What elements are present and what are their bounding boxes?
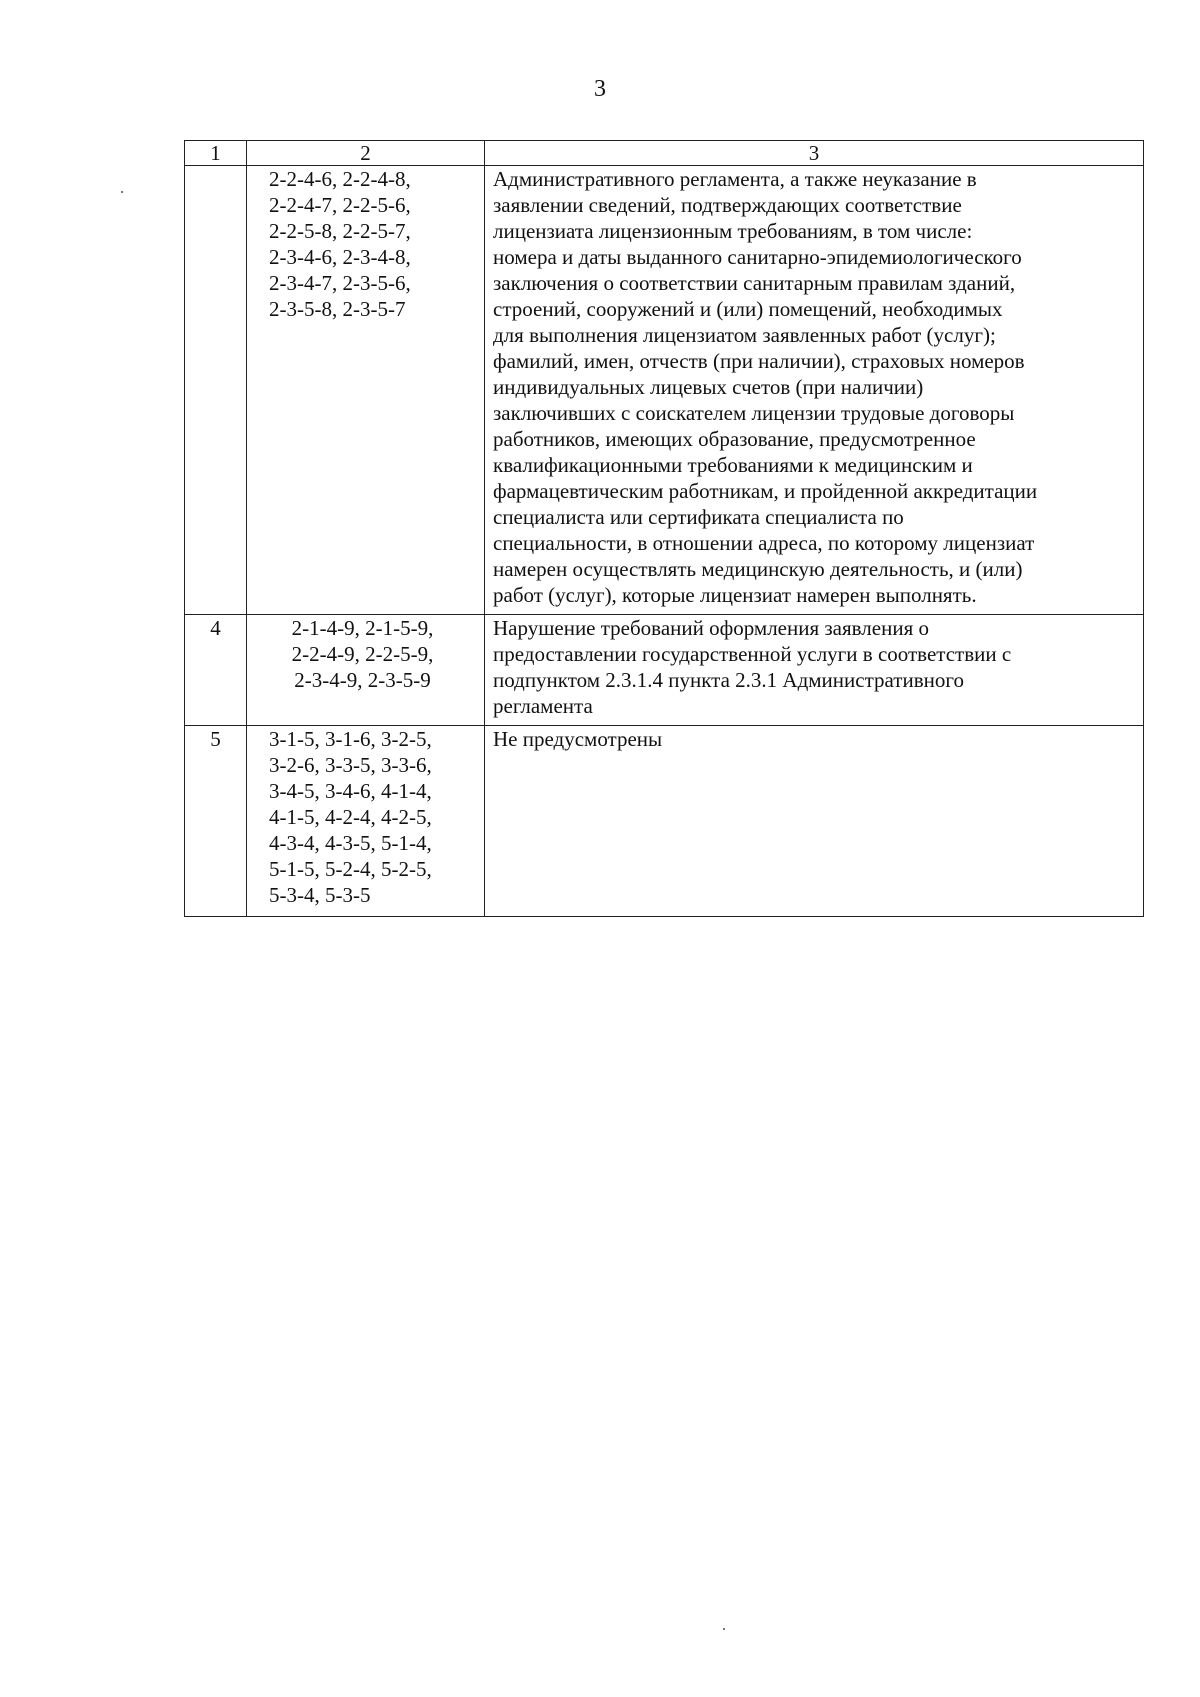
description-line: регламента (493, 694, 593, 718)
scan-speck (121, 191, 123, 193)
code-line: 2-2-5-8, 2-2-5-7, (269, 219, 411, 243)
description-line: фармацевтическим работникам, и пройденной аккредитации (493, 479, 1038, 503)
code-line: 2-2-4-6, 2-2-4-8, (269, 167, 411, 191)
column-header: 2 (247, 141, 485, 166)
description-line: намерен осуществлять медицинскую деятельность, и (или) (493, 557, 1023, 581)
code-list (247, 615, 485, 726)
table-header-row (185, 141, 1144, 166)
description-line: для выполнения лицензиатом заявленных работ (услуг); (493, 323, 996, 347)
description-line: заключивших с соискателем лицензии трудовые договоры (493, 401, 1015, 425)
code-line: 4-3-4, 4-3-5, 5-1-4, (269, 831, 432, 855)
code-line: 5-1-5, 5-2-4, 5-2-5, (269, 857, 432, 881)
code-line: 4-1-5, 4-2-4, 4-2-5, (269, 805, 432, 829)
column-header: 3 (485, 141, 1144, 166)
description-line: Административного регламента, а также неуказание в (493, 167, 977, 191)
code-line: 2-3-4-6, 2-3-4-8, (269, 245, 411, 269)
description-line: Не предусмотрены (493, 727, 663, 751)
description-line: заявлении сведений, подтверждающих соответствие (493, 193, 962, 217)
table-row (185, 166, 1144, 615)
description-line: индивидуальных лицевых счетов (при наличии) (493, 375, 924, 399)
description-line: специалиста или сертификата специалиста по (493, 505, 904, 529)
table-row (185, 615, 1144, 726)
code-line: 3-1-5, 3-1-6, 3-2-5, (269, 727, 432, 751)
description-line: заключения о соответствии санитарным правилам зданий, (493, 271, 1016, 295)
table-row (185, 726, 1144, 917)
description-line: работников, имеющих образование, предусмотренное (493, 427, 976, 451)
code-line: 3-4-5, 3-4-6, 4-1-4, (269, 779, 432, 803)
code-line: 2-2-4-7, 2-2-5-6, (269, 193, 411, 217)
code-line: 2-1-4-9, 2-1-5-9, (291, 616, 434, 640)
description-line: предоставлении государственной услуги в соответствии с (493, 642, 1012, 666)
scan-speck (723, 1628, 725, 1630)
description-cell (485, 615, 1144, 726)
code-list (247, 166, 485, 615)
code-line: 2-3-5-8, 2-3-5-7 (269, 297, 406, 321)
description-line: работ (услуг), которые лицензиат намерен выполнять. (493, 583, 977, 607)
row-number (185, 166, 247, 615)
row-number: 4 (185, 615, 247, 726)
code-line: 2-3-4-9, 2-3-5-9 (294, 668, 431, 692)
description-line: специальности, в отношении адреса, по которому лицензиат (493, 531, 1035, 555)
code-line: 3-2-6, 3-3-5, 3-3-6, (269, 753, 432, 777)
description-line: подпунктом 2.3.1.4 пункта 2.3.1 Административного (493, 668, 964, 692)
code-list (247, 726, 485, 917)
code-line: 2-3-4-7, 2-3-5-6, (269, 271, 411, 295)
description-line: номера и даты выданного санитарно-эпидемиологического (493, 245, 1022, 269)
description-line: Нарушение требований оформления заявления о (493, 616, 929, 640)
column-header: 1 (185, 141, 247, 166)
row-number: 5 (185, 726, 247, 917)
regulation-table (184, 140, 1144, 917)
description-line: строений, сооружений и (или) помещений, необходимых (493, 297, 1003, 321)
page-number: 3 (594, 76, 606, 102)
description-line: лицензиата лицензионным требованиям, в том числе: (493, 219, 973, 243)
code-line: 2-2-4-9, 2-2-5-9, (291, 642, 434, 666)
description-line: квалификационными требованиями к медицинским и (493, 453, 973, 477)
description-cell (485, 166, 1144, 615)
description-cell (485, 726, 1144, 917)
description-line: фамилий, имен, отчеств (при наличии), страховых номеров (493, 349, 1025, 373)
code-line: 5-3-4, 5-3-5 (269, 883, 371, 907)
